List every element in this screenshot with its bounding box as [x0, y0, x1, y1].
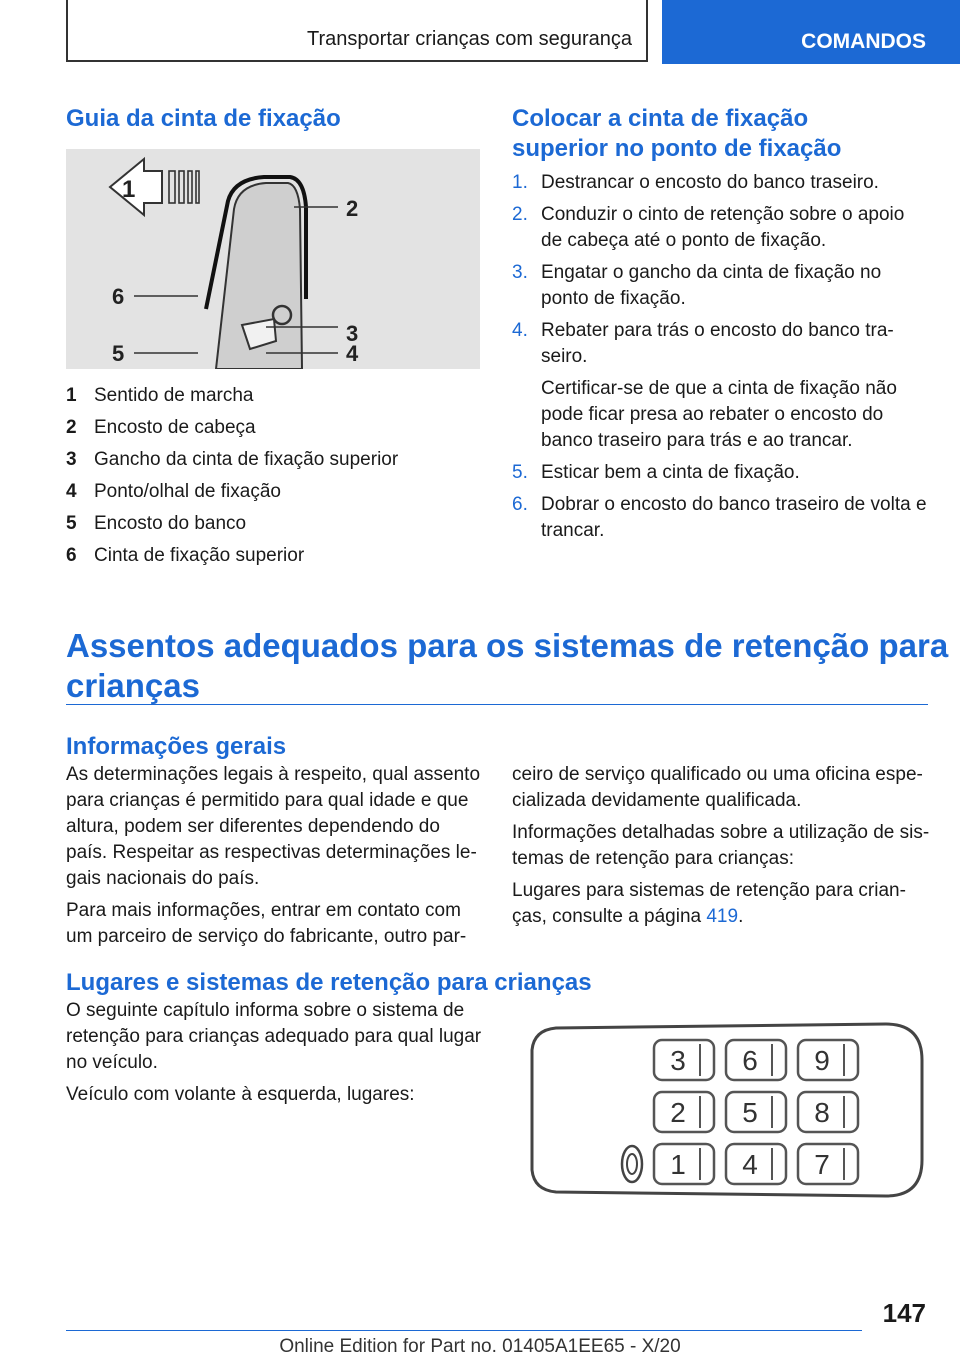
seat-number: 4: [742, 1149, 758, 1180]
seat-number: 1: [670, 1149, 686, 1180]
info-right-column: [512, 762, 942, 936]
figure-legend: [66, 380, 466, 572]
legend-number: 4: [66, 481, 77, 502]
legend-text: Encosto de cabeça: [94, 417, 256, 438]
figure-label-2: 2: [346, 196, 359, 221]
seat-number: 6: [742, 1045, 758, 1076]
paragraph: Para mais informações, entrar em contato com um parceiro de serviço do fabricante, outro par-: [66, 900, 467, 947]
colocar-heading-line2: superior no ponto de fixação: [512, 135, 842, 162]
legend-number: 1: [66, 385, 77, 406]
colocar-heading-line1: Colocar a cinta de fixação: [512, 105, 809, 132]
legend-text: Cinta de fixação superior: [94, 545, 305, 566]
step: 1. Destrancar o encosto do banco traseiro.: [512, 172, 879, 193]
legend-text: Encosto do banco: [94, 513, 247, 534]
instruction-steps: [512, 170, 932, 550]
seat-number: 2: [670, 1097, 686, 1128]
chapter-tab: [66, 0, 648, 62]
tether-strap-illustration: [66, 149, 480, 369]
assentos-heading-line1: Assentos adequados para os sistemas de retenção para: [66, 627, 949, 664]
assentos-heading-line2: crianças: [66, 667, 200, 704]
figure-label-3: 3: [346, 321, 359, 346]
step: 4. Rebater para trás o encosto do banco tra- seiro.: [512, 320, 894, 367]
paragraph: As determinações legais à respeito, qual assento para crianças é permitido para qual idade e que altura, podem ser diferentes dependendo do país. Respeitar as respectivas determinações le- gais nacionais do país.: [66, 764, 481, 889]
step-note: Certificar-se de que a cinta de fixação não pode ficar presa ao rebater o encosto do banco traseiro para trás e ao trancar.: [541, 378, 897, 451]
paragraph: Informações detalhadas sobre a utilização de sis- temas de retenção para crianças:: [512, 822, 930, 869]
guia-heading: Guia da cinta de fixação: [66, 105, 341, 132]
info-heading: Informações gerais: [66, 733, 287, 760]
seat-number: 5: [742, 1097, 758, 1128]
figure-label-1: 1: [122, 176, 136, 203]
legend-text: Sentido de marcha: [94, 385, 254, 406]
step: 6. Dobrar o encosto do banco traseiro de volta e trancar.: [512, 494, 927, 541]
edition-footer: Online Edition for Part no. 01405A1EE65 - X/20: [279, 1336, 681, 1357]
legend-text: Gancho da cinta de fixação superior: [94, 449, 399, 470]
legend-text: Ponto/olhal de fixação: [94, 481, 281, 502]
figure-label-4: 4: [346, 341, 359, 366]
legend-item: [66, 476, 466, 508]
figure-label-5: 5: [112, 341, 125, 366]
paragraph: Veículo com volante à esquerda, lugares:: [66, 1084, 415, 1105]
tether-strap-figure: [66, 149, 480, 369]
legend-item: [66, 380, 466, 412]
step: 2. Conduzir o cinto de retenção sobre o apoio de cabeça até o ponto de fixação.: [512, 204, 905, 251]
page-number: 147: [882, 1298, 926, 1328]
seat-number: 9: [814, 1045, 830, 1076]
legend-number: 5: [66, 513, 77, 534]
footer-divider: [66, 1330, 862, 1331]
seat-layout-diagram: [516, 1020, 946, 1200]
assentos-heading: [66, 626, 948, 706]
section-title: COMANDOS: [801, 30, 926, 53]
lugares-heading: Lugares e sistemas de retenção para crianças: [66, 969, 592, 996]
legend-item: [66, 508, 466, 540]
legend-item: [66, 540, 466, 572]
seat-number: 3: [670, 1045, 686, 1076]
paragraph: Lugares para sistemas de retenção para crian- ças, consulte a página 419.: [512, 880, 906, 927]
paragraph: O seguinte capítulo informa sobre o sistema de retenção para crianças adequado para qual lugar no veículo.: [66, 1000, 482, 1073]
paragraph: ceiro de serviço qualificado ou uma oficina espe- cializada devidamente qualificada.: [512, 764, 923, 811]
section-divider: [66, 704, 928, 705]
arrow-icon: [110, 159, 162, 215]
figure-label-6: 6: [112, 284, 125, 309]
colocar-heading: [512, 104, 841, 164]
seat-layout-figure: [516, 1020, 946, 1200]
info-left-column: [66, 762, 496, 956]
section-tab: [662, 0, 960, 64]
page-link[interactable]: 419: [706, 906, 739, 927]
step: 5. Esticar bem a cinta de fixação.: [512, 462, 800, 483]
legend-number: 2: [66, 417, 77, 438]
seat-number: 7: [814, 1149, 830, 1180]
legend-item: [66, 412, 466, 444]
step: 3. Engatar o gancho da cinta de fixação no ponto de fixação.: [512, 262, 882, 309]
legend-number: 6: [66, 545, 77, 566]
legend-number: 3: [66, 449, 77, 470]
lugares-text: [66, 998, 496, 1114]
chapter-title: Transportar crianças com segurança: [307, 28, 632, 50]
seat-number: 8: [814, 1097, 830, 1128]
legend-item: [66, 444, 466, 476]
